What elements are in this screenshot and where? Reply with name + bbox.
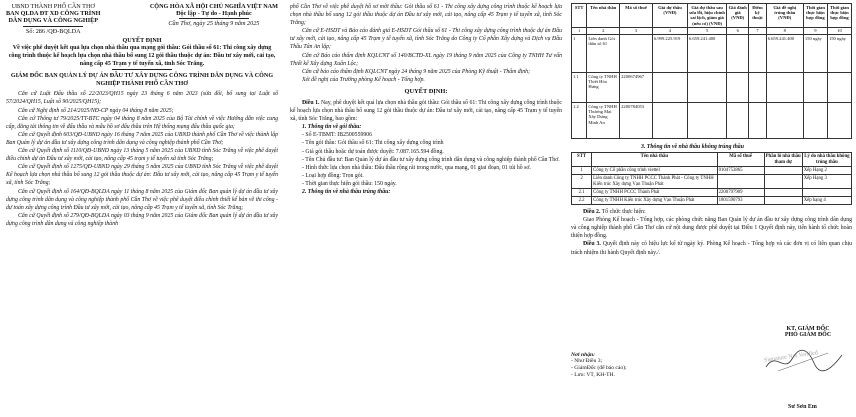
preamble-paragraph: Căn cứ Quyết định số 279/QĐ-BQLDA ngày 03 tháng 9 năm 2025 của Giám đốc Ban quản lý dự án đầu tư xây dựng công trình dân dụng và công nghiệp thành: [6, 212, 278, 227]
article-1-item: - Tên gói thầu: Gói thầu số 61: Thi công xây dựng công trình: [302, 140, 444, 147]
table-cell: [764, 189, 802, 197]
table-row: [572, 167, 852, 175]
table-header-row: [572, 4, 852, 28]
table-header-cell: Phần lô nhà thầu tham dự: [765, 153, 801, 165]
preamble-paragraph: Căn cứ Quyết định 603/QĐ-UBND ngày 16 tháng 7 năm 2025 của UBND thành phố Cần Thơ về việc thành lập Ban Quản lý dự án đầu tư xây dựng công trình dân dụng và công nghiệp thành phố Cần Thơ;: [6, 131, 278, 146]
table-cell: 9: [803, 27, 827, 34]
agency-line3: DÂN DỤNG VÀ CÔNG NGHIỆP: [8, 17, 99, 25]
table-cell: [749, 73, 767, 103]
decision-authority: GIÁM ĐỐC BAN QUẢN LÝ DỰ ÁN ĐẦU TƯ XÂY DỰNG CÔNG TRÌNH DÂN DỤNG VÀ CÔNG NGHIỆP THÀNH PHỐ CẦN THƠ: [10, 73, 274, 87]
recipients-label: Nơi nhận:: [571, 352, 595, 358]
signer-role2: PHÓ GIÁM ĐỐC: [784, 332, 832, 338]
table-cell: 2200797909: [717, 189, 764, 197]
table-cell: 10: [827, 27, 851, 34]
article-2-lead: Điều 2.: [583, 209, 601, 216]
table-cell: Xếp Hạng 2: [802, 167, 851, 175]
article-2-lead-text: Tổ chức thực hiện:: [601, 209, 646, 216]
table-cell: [802, 189, 851, 197]
nation-line2: Độc lập - Tự do - Hạnh phúc: [176, 10, 252, 18]
winning-bidder-table: [571, 3, 852, 139]
page-1: [0, 0, 284, 417]
preamble-paragraph: Căn cứ Quyết định số 164/QĐ-BQLDA ngày 11 tháng 8 năm 2025 của Giám đốc Ban quản lý dự án đầu tư xây dựng công trình dân dụng và công nghiệp thành phố Cần Thơ về việc phê duyệt điều chỉnh thiết kế bản vẽ thi công - dự toán xây dựng công trình Đầu tư xây mới, cải tạo, nâng cấp 45 Trạm y tế tuyến xã, tỉnh Sóc Trăng;: [6, 188, 278, 211]
table-header-cell: Tên nhà thầu: [587, 4, 620, 28]
table-cell: Công ty TNHH Thiết Hòa Hưng: [587, 73, 620, 103]
table-cell: 1: [572, 35, 587, 73]
preamble-paragraph: Căn cứ Quyết định số 1110/QĐ-UBND ngày 13 tháng 5 năm 2025 của UBND tỉnh Sóc Trăng về việc phê duyệt điều chỉnh dự án Đầu tư xây mới, cải tạo, nâng cấp 45 trạm y tế tuyến xã tỉnh Sóc Trăng;: [6, 148, 278, 163]
table-cell: Liên danh Công ty TNHH PCCC Thành Phát - Công ty TNHH Kiến trúc Xây dựng Vạn Thuận Phát: [592, 175, 717, 189]
table-cell: [687, 73, 726, 103]
table-cell: 1801590793: [717, 197, 764, 205]
table-cell: 1.1: [572, 73, 587, 103]
table-header-cell: STT: [572, 153, 592, 167]
article-1-item: - Giá gói thầu hoặc dự toán được duyệt: 7.087.165.594 đồng.: [302, 148, 444, 155]
table-row: [572, 35, 852, 73]
table-cell: 4: [652, 27, 687, 34]
table-index-row: [572, 27, 852, 34]
doc-number: Số: 286 /QĐ-BQLDA: [25, 27, 81, 35]
table-row: [572, 175, 852, 189]
article-1-item: - Số E-TBMT: IB2500559906: [302, 132, 373, 139]
table-row: [572, 73, 852, 103]
document-header: [6, 3, 278, 35]
table-cell: 150 ngày: [827, 35, 851, 73]
recipient-item: - GiámĐốc (để báo cáo);: [571, 365, 627, 371]
preamble-paragraph: Xét đề nghị của Trưởng phòng Kế hoạch - Tổng hợp.: [302, 76, 425, 83]
article-1-text: Nay, phê duyệt kết quả lựa chọn nhà thầu gói thầu: Gói thầu số 61: Thi công xây dựng công trình thuộc kế hoạch lựa chọn nhà thầu bổ sung 12 gói thầu thuộc dự án: Đầu tư xây mới, cải tạo, nâng cấp 45 Trạm y tế tuyến xã, tỉnh Sóc Trăng, bao gồm:: [290, 99, 563, 123]
nation-line1: CỘNG HÒA XÃ HỘI CHỦ NGHĨA VIỆT NAM: [149, 3, 278, 10]
table-cell: [717, 175, 764, 189]
table-header-row: [572, 153, 852, 167]
table-header-cell: Thời gian thực hiện hợp đồng: [803, 4, 827, 28]
table-cell: [827, 103, 851, 139]
article-2-heading: [571, 208, 852, 216]
recipients-block: [571, 352, 661, 379]
table-header-cell: Lý do nhà thầu không trúng thầu: [804, 153, 850, 165]
article-1: [290, 99, 562, 123]
table-header-cell: Giá dự thầu (VNĐ): [652, 4, 687, 28]
preamble-paragraph: Căn cứ Thông tư 79/2025/TT-BTC ngày 04 tháng 8 năm 2025 của Bộ Tài chính về việc Hướng dẫn việc cung cấp, đăng tải thông tin về đấu thầu và mẫu hồ sơ đấu thầu trên Hệ thống mạng đấu thầu quốc gia;: [6, 115, 278, 130]
table-cell: Xếp hạng 4: [802, 197, 851, 205]
table-cell: [766, 103, 803, 139]
nation-block: [150, 3, 278, 35]
page-3: [568, 0, 856, 417]
table-cell: [803, 73, 827, 103]
signer-name: Sư Sơn Em: [788, 404, 817, 410]
preamble-paragraph: Căn cứ Luật Đấu thầu số 22/2023/QH15 ngày 23 tháng 6 năm 2023 (sửa đổi, bổ sung tại Luật số 57/2024/QH15, Luật số 90/2025/QH15);: [6, 91, 278, 106]
table-header-cell: STT: [572, 4, 587, 28]
section-3-heading: 3. Thông tin về nhà thầu không trúng thầu: [641, 144, 744, 151]
table-cell: [764, 175, 802, 189]
agency-line2: BAN QLDA ĐT XD CÔNG TRÌNH: [6, 10, 101, 18]
table-header-cell: Điểm kỹ thuật: [749, 4, 767, 28]
table-cell: Liên danh Gói thầu số 61: [587, 35, 620, 73]
table-cell: Công ty TNHH Thương Mại Xây Dựng Minh An: [587, 103, 620, 139]
preamble-paragraph: Căn cứ báo cáo thẩm định KQLCNT ngày 24 tháng 9 năm 2025 của Phòng Kỹ thuật - Thẩm định;: [302, 68, 531, 75]
article-3-text: Quyết định này có hiệu lực kể từ ngày ký. Phòng Kế hoạch - Tổng hợp và các đơn vị có liên quan chịu trách nhiệm thi hành Quyết định này./.: [571, 241, 852, 256]
article-1-sec1: 1. Thông tin về gói thầu:: [302, 124, 362, 131]
table-cell: [727, 73, 749, 103]
table-header-cell: Giá dự thầu sau sửa lỗi, hiệu chỉnh sai lệch, giảm giá (nếu có) (VNĐ): [689, 4, 725, 26]
article-1-lead: Điều 1.: [302, 99, 320, 106]
table-cell: 2: [572, 175, 592, 189]
table-cell: Công ty TNHH Kiến trúc Xây dựng Vạn Thuận Phát: [592, 197, 717, 205]
table-cell: [652, 73, 687, 103]
table-cell: Công ty Cổ phần công trình viettel: [592, 167, 717, 175]
table-cell: 1: [572, 167, 592, 175]
preamble-col1: [6, 90, 278, 228]
table-cell: 5: [687, 27, 726, 34]
agency-block: [6, 3, 101, 35]
table-cell: [727, 35, 749, 73]
table-cell: [687, 103, 726, 139]
table-row: [572, 103, 852, 139]
table-cell: [620, 35, 653, 73]
table-cell: 7: [749, 27, 767, 34]
table-cell: 2200784053: [620, 103, 653, 139]
table-header-cell: Giá đánh giá (VNĐ): [727, 4, 749, 28]
table-cell: 150 ngày: [803, 35, 827, 73]
losing-bidder-table: [571, 152, 852, 205]
recipient-item: - Lưu: VT, KH-TH.: [571, 372, 615, 378]
decision-heading: QUYẾT ĐỊNH:: [404, 87, 448, 95]
table-cell: [727, 103, 749, 139]
recipient-item: - Như Điều 3;: [571, 358, 603, 364]
table-cell: [766, 73, 803, 103]
decision-title: Về việc phê duyệt kết quả lựa chọn nhà thầu qua mạng gói thầu: Gói thầu số 61: Thi công xây dựng công trình thuộc kế hoạch lựa chọn nhà thầu bổ sung 12 gói thầu thuộc dự án: Đầu tư xây mới, cải tạo, nâng cấp 45 Trạm y tế tuyến xã, tỉnh Sóc Trăng.: [8, 45, 276, 67]
date-line: Cần Thơ, ngày 25 tháng 9 năm 2025: [168, 20, 260, 28]
table-row: [572, 189, 852, 197]
table-header-cell: Mã số thuế: [620, 4, 653, 28]
table-header-cell: Thời gian thực hiện hợp đồng: [827, 4, 851, 28]
table-header-cell: Giá đề nghị trúng thầu (VNĐ): [766, 4, 803, 28]
article-3-lead: Điều 3.: [583, 241, 601, 248]
table-header-cell: Mã số thuế: [717, 153, 764, 167]
table-cell: 3: [620, 27, 653, 34]
table-cell: [749, 35, 767, 73]
table-cell: 2200674967: [620, 73, 653, 103]
table-header-cell: Tên nhà thầu: [592, 153, 717, 167]
table-cell: 6: [727, 27, 749, 34]
table-cell: 1.2: [572, 103, 587, 139]
preamble-paragraph: Căn cứ Báo cáo thẩm định KQLCNT số 140/BCTĐ-XL ngày 19 tháng 9 năm 2025 của Công ty TNHH Tư vấn Thiết kế Xây dựng Xuân Lộc;: [290, 52, 562, 67]
table-cell: 6.999.225.919: [652, 35, 687, 73]
table-cell: [803, 103, 827, 139]
preamble-paragraph: Căn cứ E-HSDT và Báo cáo đánh giá E-HSDT Gói thầu số 61 - Thi công xây dựng công trình thuộc dự án Đầu tư xây mới, cải tạo, nâng cấp 45 Trạm y tế tuyến xã, tỉnh Sóc Trăng do Công ty Cổ phần Xây dựng và Dịch vụ Đầu Thầu Tân An lập;: [290, 28, 562, 51]
signature-block: [760, 326, 856, 338]
article-2-text: Giao Phòng Kế hoạch - Tổng hợp, các phòng chức năng Ban Quản lý dự án đầu tư xây dựng công trình dân dụng và công nghiệp thành phố Cần Thơ căn cứ nội dung được phê duyệt tại Điều 1 Quyết định này, tiến hành tổ chức hoàn thiện hợp đồng.: [571, 217, 852, 240]
preamble-paragraph: phố Cần Thơ về việc phê duyệt hồ sơ mời thầu: Gói thầu số 61 - Thi công xây dựng công trình thuộc kế hoạch lựa chọn nhà thầu bổ sung 12 gói thầu thuộc dự án Đầu tư xây mới, cải tạo, nâng cấp 45 Trạm y tế tuyến xã, tỉnh Sóc Trăng;: [290, 4, 562, 27]
table-cell: 8: [766, 27, 803, 34]
table-cell: 2.1: [572, 189, 592, 197]
table-cell: 2.2: [572, 197, 592, 205]
table-cell: [764, 167, 802, 175]
table-cell: Xếp Hạng 3: [802, 175, 851, 189]
signer-role1: KT. GIÁM ĐỐC: [786, 326, 830, 332]
agency-line1: UBND THÀNH PHỐ CẦN THƠ: [11, 3, 95, 10]
article-1-item: - Loại hợp đồng: Trọn gói.: [302, 172, 364, 179]
table-cell: [827, 73, 851, 103]
article-1-item: - Tên Chủ đầu tư: Ban Quản lý dự án đầu tư xây dựng công trình dân dụng và công nghiệp thành phố Cần Thơ.: [302, 156, 560, 163]
table-cell: 6.659.241.400: [766, 35, 803, 73]
table-cell: Công ty TNHH PCCC Thành Phát: [592, 189, 717, 197]
article-1-item: - Hình thức lựa chọn nhà thầu: Đấu thầu rộng rãi trong nước, qua mạng, 01 giai đoạn, 01 túi hồ sơ.: [302, 164, 531, 171]
verification-stamp: Signature Not Verified: [763, 350, 819, 364]
table-cell: [652, 103, 687, 139]
table-cell: 2: [587, 27, 620, 34]
table-cell: 6.659.241.400: [687, 35, 726, 73]
article-1-sec2: 2. Thông tin về nhà thầu trúng thầu:: [302, 188, 391, 195]
preamble-paragraph: Căn cứ Nghị định số 214/2025/NĐ-CP ngày 04 tháng 8 năm 2025;: [18, 107, 174, 114]
article-1-item: - Thời gian thực hiện gói thầu: 150 ngày.: [302, 180, 397, 187]
table-row: [572, 197, 852, 205]
table-cell: 1: [572, 27, 587, 34]
table-cell: [749, 103, 767, 139]
page-2: [284, 0, 568, 417]
article-3: [571, 240, 852, 256]
table-cell: [764, 197, 802, 205]
table-cell: 0104753865: [717, 167, 764, 175]
decision-label: QUYẾT ĐỊNH: [122, 37, 162, 44]
preamble-paragraph: Căn cứ Quyết định số 1275/QĐ-UBND ngày 29 tháng 5 năm 2025 của UBND tỉnh Sóc Trăng về việc phê duyệt Kế hoạch lựa chọn nhà thầu bổ sung 12 gói thầu thuộc dự án: Đầu tư xây mới, cải tạo, nâng cấp 45 Trạm y tế tuyến xã, tỉnh Sóc Trăng;: [6, 164, 278, 187]
